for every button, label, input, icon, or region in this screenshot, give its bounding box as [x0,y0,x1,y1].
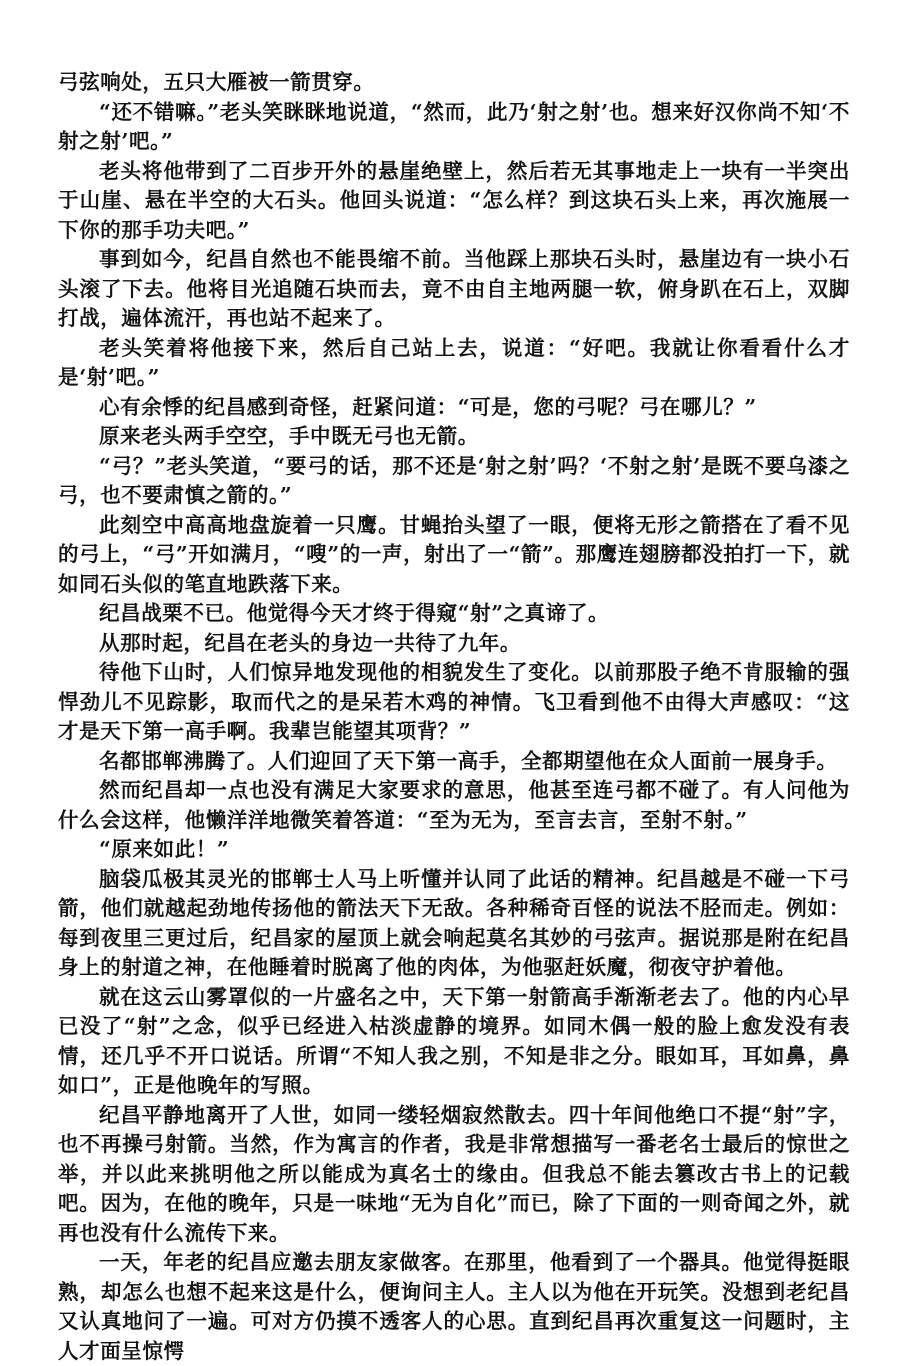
paragraph: 原来老头两手空空，手中既无弓也无箭。 [99,424,479,448]
paragraph: 弓弦响处，五只大雁被一箭贯穿。 [58,70,375,94]
paragraph: 此刻空中高高地盘旋着一只鹰。甘蝇抬头望了一眼，便将无形之箭搭在了看不见的弓上，“弓”开如满月，“嗖”的一声，射出了一“箭”。那鹰连翅膀都没拍打一下，就如同石头似的笔直地跌落下来。 [58,512,850,596]
paragraph: 从那时起，纪昌在老头的身边一共待了九年。 [99,630,521,655]
paragraph: 老头将他带到了二百步开外的悬崖绝壁上，然后若无其事地走上一块有一半突出于山崖、悬在半空的大石头。他回头说道：“怎么样？到这块石头上来，再次施展一下你的那手功夫吧。” [58,158,850,242]
paragraph: “原来如此！” [99,837,230,861]
paragraph: 事到如今，纪昌自然也不能畏缩不前。当他踩上那块石头时，悬崖边有一块小石头滚了下去。他将目光追随石块而去，竟不由自主地两腿一软，俯身趴在石上，双脚打战，遍体流汗，再也站不起来了。 [58,247,850,330]
paragraph: 就在这云山雾罩似的一片盛名之中，天下第一射箭高手渐渐老去了。他的内心早已没了“射”之念，似乎已经进入枯淡虚静的境界。如同木偶一般的脸上愈发没有表情，还几乎不开口说话。所谓“不知人我之别，不知是非之分。眼如耳，耳如鼻，鼻如口”，正是他晚年的写照。 [58,984,850,1097]
paragraph: 纪昌战栗不已。他觉得今天才终于得窥“射”之真谛了。 [99,601,610,625]
paragraph: 脑袋瓜极其灵光的邯郸士人马上听懂并认同了此话的精神。纪昌越是不碰一下弓箭，他们就越起劲地传扬他的箭法天下无敌。各种稀奇百怪的说法不胫而走。例如：每到夜里三更过后，纪昌家的屋顶上就会响起莫名其妙的弓弦声。据说那是附在纪昌身上的射道之神，在他睡着时脱离了他的肉体，为他驱赶妖魔，彻夜守护着他。 [58,866,850,979]
paragraph: 纪昌平静地离开了人世，如同一缕轻烟寂然散去。四十年间他绝口不提“射”字，也不再操弓射箭。当然，作为寓言的作者，我是非常想描写一番老名士最后的惊世之举，并以此来挑明他之所以能成为真名士的缘由。但我总不能去篡改古书上的记载吧。因为，在他的晚年，只是一味地“无为自化”而已，除了下面的一则奇闻之外，就再也没有什么流传下来。 [58,1102,850,1245]
paragraph: “弓？”老头笑道，“要弓的话，那不还是‘射之射’吗？‘不射之射’是既不要乌漆之弓，也不要肃慎之箭的。” [58,453,850,507]
paragraph: 名都邯郸沸腾了。人们迎回了天下第一高手，全都期望他在众人面前一展身手。 [99,748,838,773]
body-text [58,68,850,1366]
paragraph: 心有余悸的纪昌感到奇怪，赶紧问道：“可是，您的弓呢？弓在哪儿？” [99,394,757,419]
paragraph: 一天，年老的纪昌应邀去朋友家做客。在那里，他看到了一个器具。他觉得挺眼熟，却怎么也想不起来这是什么，便询问主人。主人以为他在开玩笑。没想到老纪昌又认真地问了一遍。可对方仍摸不透客人的心思。直到纪昌再次重复这一问题时，主人才面呈惊愕 [58,1250,850,1363]
paragraph: 然而纪昌却一点也没有满足大家要求的意思，他甚至连弓都不碰了。有人问他为什么会这样，他懒洋洋地微笑着答道：“至为无为，至言去言，至射不射。” [58,778,850,832]
paragraph: 老头笑着将他接下来，然后自己站上去，说道：“好吧。我就让你看看什么才是‘射’吧。” [58,335,850,389]
paragraph: 待他下山时，人们惊异地发现他的相貌发生了变化。以前那股子绝不肯服输的强悍劲儿不见踪影，取而代之的是呆若木鸡的神情。飞卫看到他不由得大声感叹：“这才是天下第一高手啊。我辈岂能望其项背？” [58,660,850,743]
paragraph: “还不错嘛。”老头笑眯眯地说道，“然而，此乃‘射之射’也。想来好汉你尚不知‘不射之射’吧。” [58,99,850,153]
